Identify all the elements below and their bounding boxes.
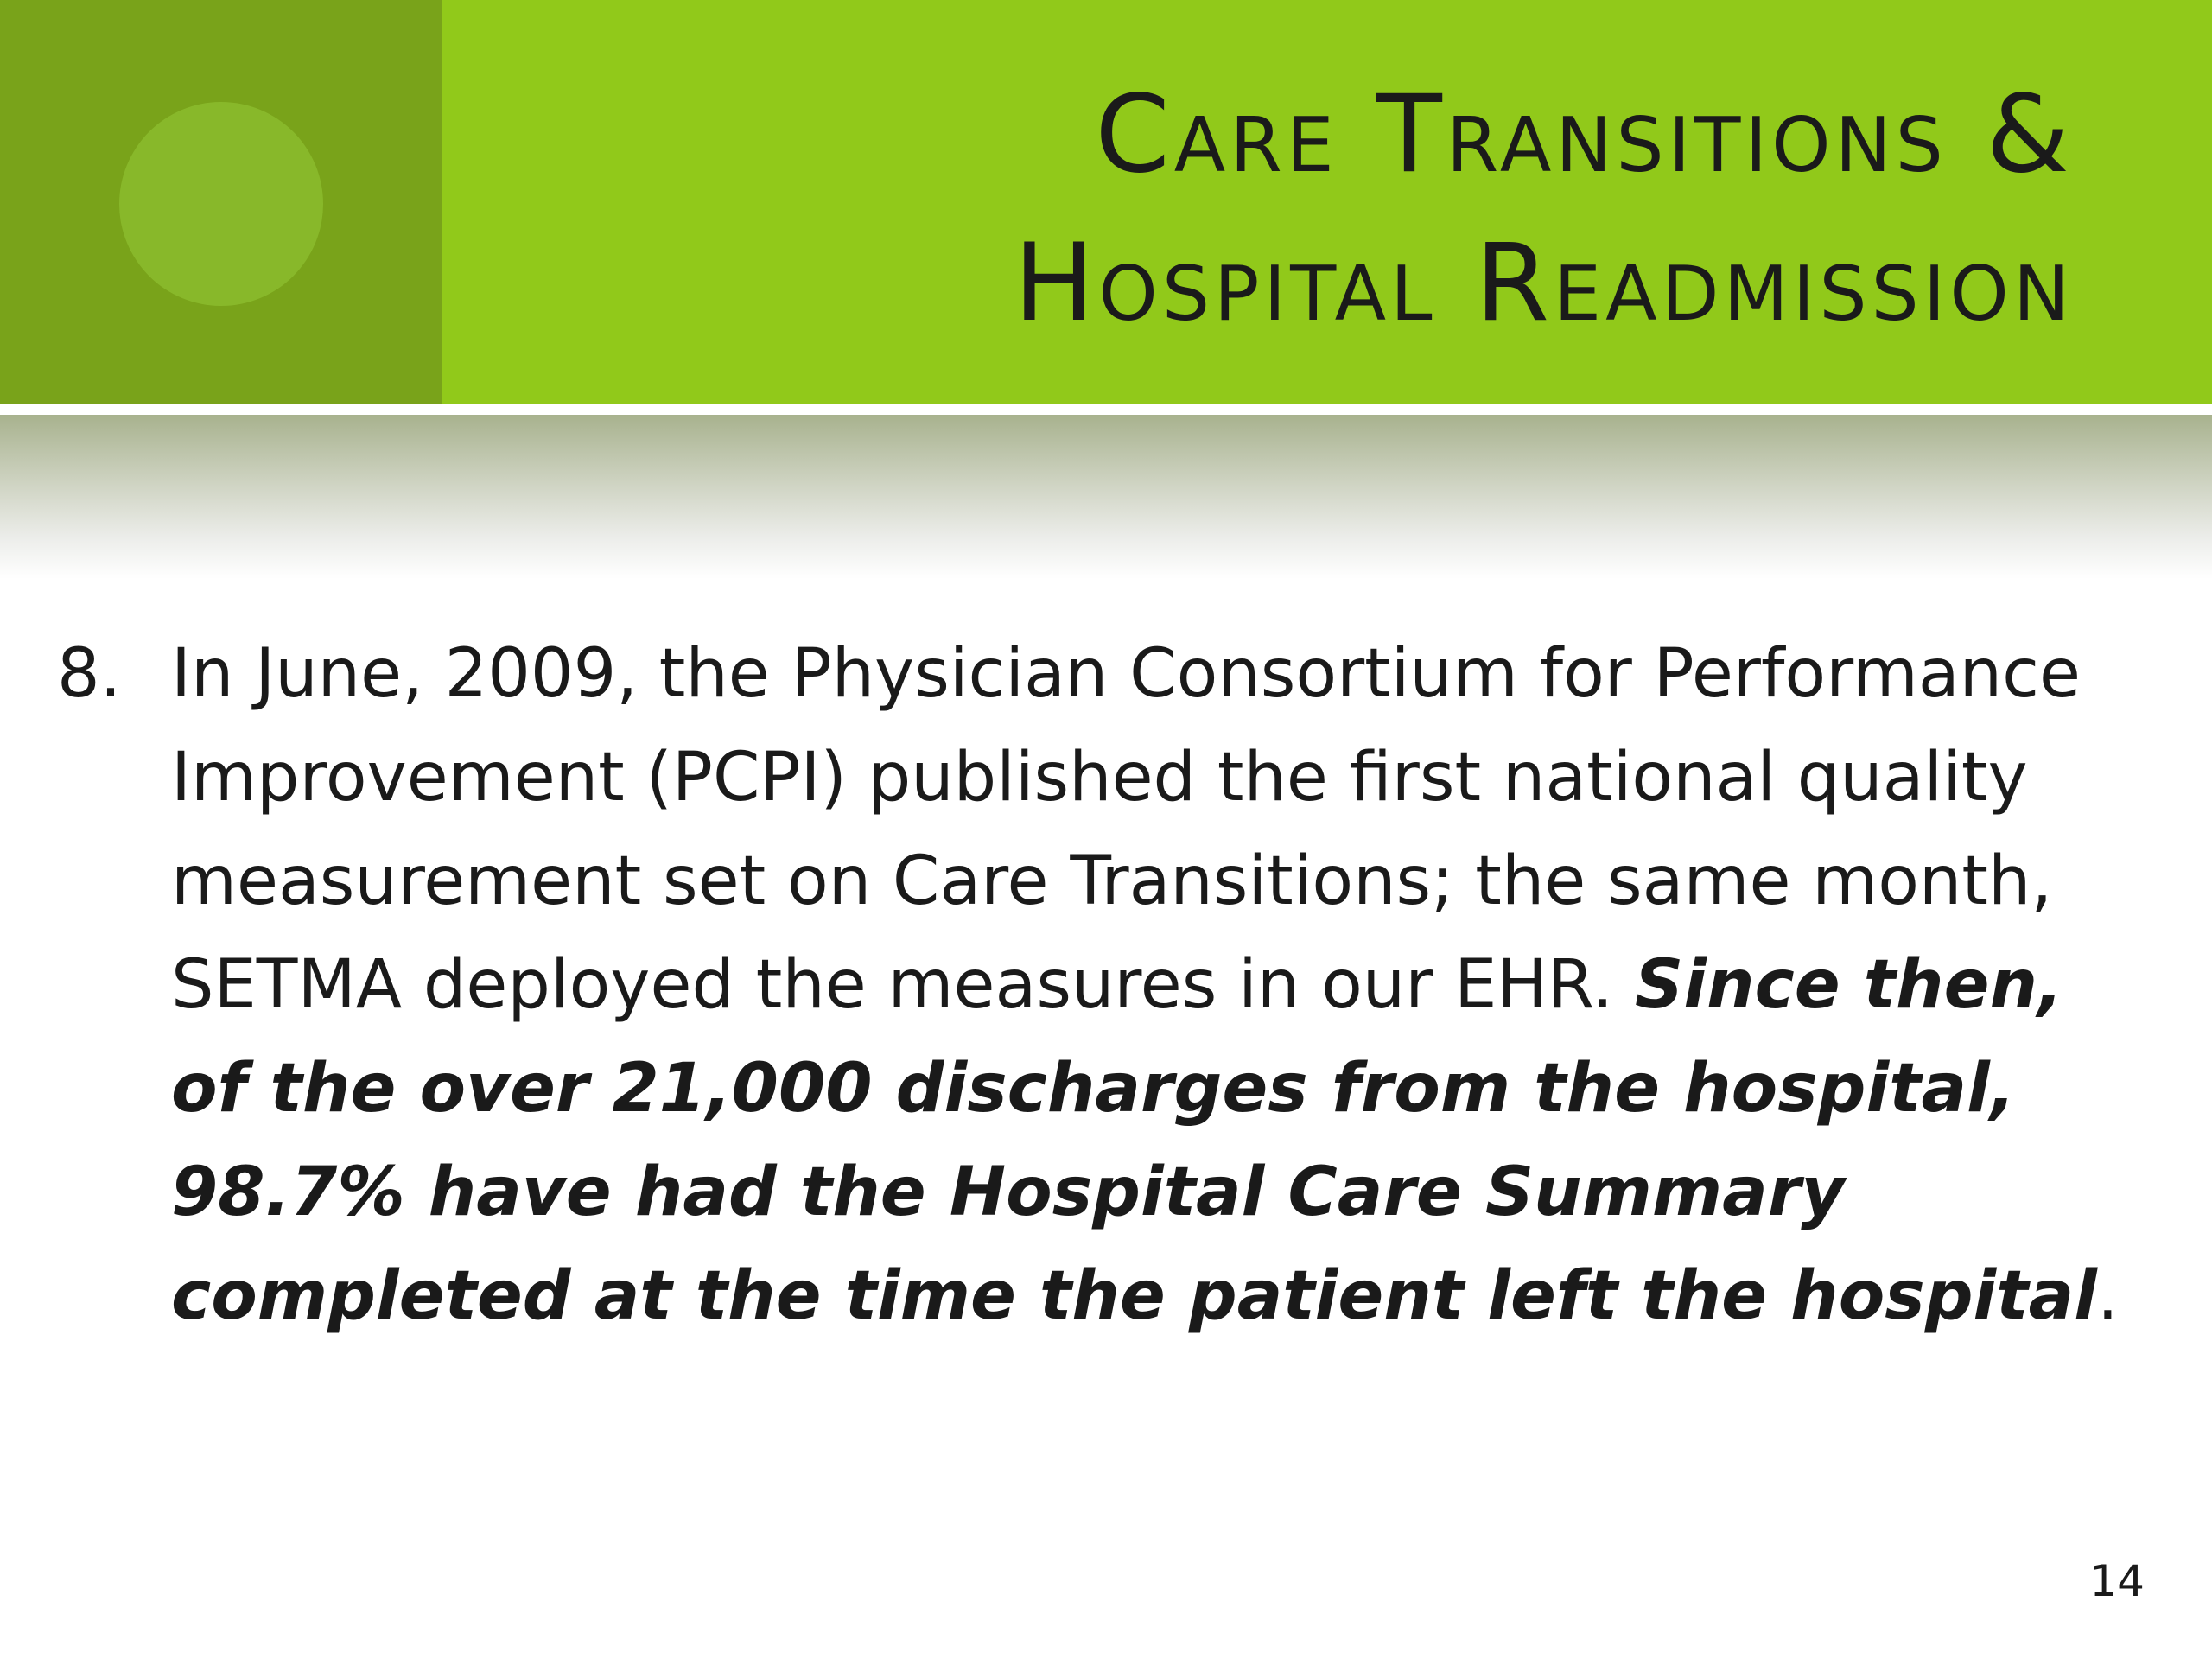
list-item-number: 8. <box>57 635 122 713</box>
slide-title <box>1014 60 2074 358</box>
slide-title-line-2: Hospital Readmission <box>1014 221 2074 346</box>
decorative-circle-icon <box>119 102 323 306</box>
numbered-list <box>57 622 2122 1348</box>
list-item-emphasis-text: Since then, of the over 21,000 discharges from the hospital, 98.7% have had the Hospital Care Summary completed at the time the patient left the hospital <box>171 946 2097 1335</box>
header-shadow-band <box>0 415 2212 579</box>
slide-title-line-1: Care Transitions & <box>1095 73 2074 197</box>
header-divider <box>0 404 2212 415</box>
list-item-text <box>171 622 2122 1348</box>
page-number: 14 <box>2089 1556 2145 1606</box>
header-left-panel <box>0 0 442 404</box>
list-item-plain-text: In June, 2009, the Physician Consortium for Performance Improvement (PCPI) published the first national quality measurement set on Care Transitions; the same month, SETMA deployed the measures in our EHR. <box>171 635 2081 1024</box>
list-item-end-punctuation: . <box>2096 1257 2119 1335</box>
